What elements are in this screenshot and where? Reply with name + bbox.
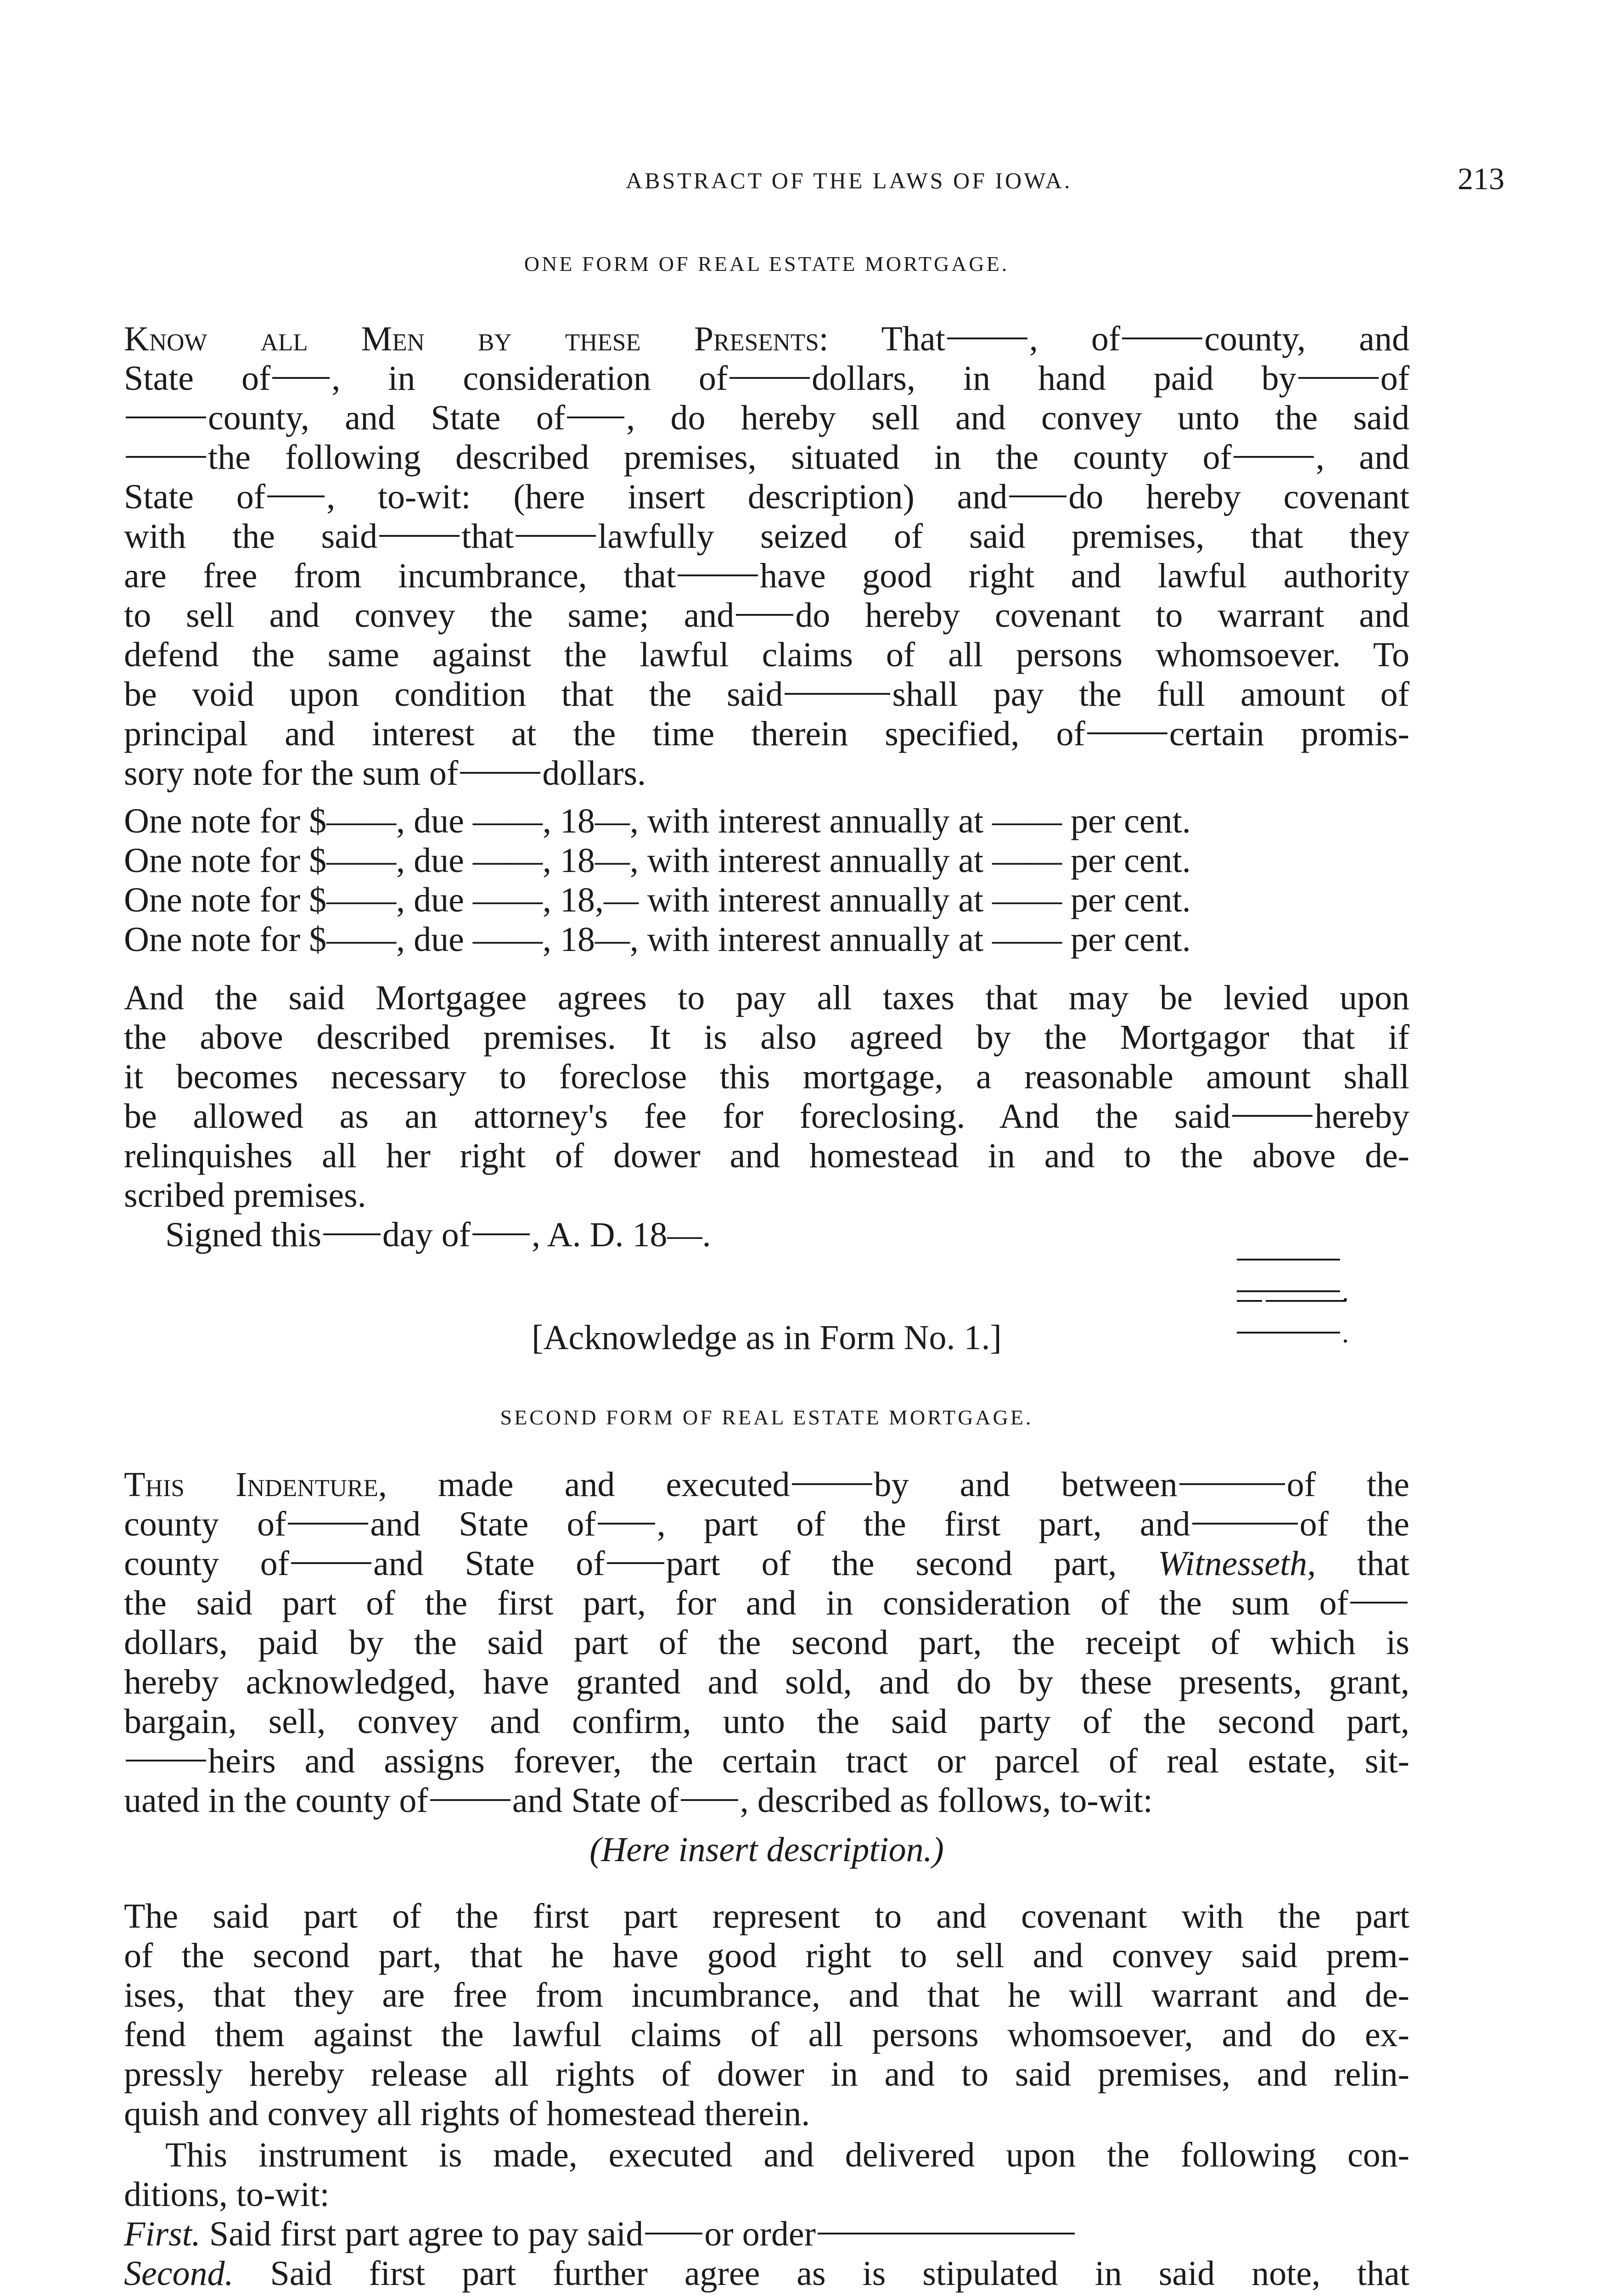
form-two-paragraph-2	[124, 1896, 1409, 2133]
blank-line	[1087, 732, 1167, 734]
text-line: county, and State of , do hereby sell and convey unto the said	[124, 398, 1409, 438]
blank-line	[379, 535, 460, 537]
text-line: ises, that they are free from incumbrance, and that he will warrant and de-	[124, 1976, 1409, 2015]
text-line: it becomes necessary to foreclose this mortgage, a reasonable amount shall	[124, 1058, 1409, 1096]
blank-line	[1192, 1523, 1298, 1525]
text-line: defend the same against the lawful claims of all persons whomsoever. To	[124, 636, 1409, 674]
form-one-paragraph-1	[124, 319, 1409, 793]
blank-line	[1234, 456, 1314, 458]
form-one-title: ONE FORM OF REAL ESTATE MORTGAGE.	[524, 252, 1010, 276]
blank-line	[607, 1562, 664, 1564]
text-line: State of , in consideration of dollars, in hand paid by of	[124, 359, 1409, 398]
text-line: This Indenture, made and executed by and between of the	[124, 1465, 1410, 1504]
blank-line	[678, 574, 758, 576]
text-line: be void upon condition that the said shall pay the full amount of	[124, 675, 1409, 714]
note-line: One note for $——, due ——, 18—, with interest annually at —— per cent.	[124, 841, 1191, 880]
page-number: 213	[1458, 161, 1504, 196]
note-line: One note for $——, due ——, 18,— with interest annually at —— per cent.	[124, 881, 1191, 919]
signature-line: .	[1235, 1244, 1409, 1308]
text-line: dollars, paid by the said part of the second part, the receipt of which is	[124, 1623, 1409, 1662]
text-line: the following described premises, situated in the county of , and	[124, 438, 1409, 477]
text-line: uated in the county of and State of , described as follows, to-wit:	[124, 1781, 1153, 1820]
form-two-paragraph-3	[124, 2135, 1409, 2293]
signature-line: .	[1235, 1286, 1409, 1349]
text-line: heirs and assigns forever, the certain tract or parcel of real estate, sit-	[124, 1741, 1409, 1781]
text-line: State of , to-wit: (here insert description) and do hereby covenant	[124, 478, 1409, 516]
blank-line	[126, 456, 206, 458]
text-line: the said part of the first part, for and in consideration of the sum of	[124, 1583, 1409, 1623]
text-line: fend them against the lawful claims of all persons whomsoever, and do ex-	[124, 2015, 1409, 2054]
blank-line	[785, 693, 890, 695]
blank-line	[430, 1799, 511, 1801]
note-line: One note for $——, due ——, 18—, with interest annually at —— per cent.	[124, 920, 1191, 959]
text-line: principal and interest at the time therein specified, of certain promis-	[124, 715, 1409, 753]
text-line: the above described premises. It is also agreed by the Mortgagor that if	[124, 1018, 1409, 1057]
promissory-notes-list	[124, 801, 1409, 959]
text-line: This instrument is made, executed and delivered upon the following con-	[165, 2136, 1409, 2174]
text-line: quish and convey all rights of homestead therein.	[124, 2094, 810, 2133]
text-line: be allowed as an attorney's fee for foreclosing. And the said hereby	[124, 1097, 1409, 1136]
text-line: hereby acknowledged, have granted and sold, and do by these presents, grant,	[124, 1663, 1409, 1701]
text-line: The said part of the first part represent to and covenant with the part	[124, 1897, 1409, 1936]
blank-line	[1232, 1115, 1313, 1117]
text-line: sory note for the sum of dollars.	[124, 754, 646, 793]
text-line: to sell and convey the same; and do hereby covenant to warrant and	[124, 596, 1410, 635]
text-line: county of and State of , part of the first part, and of the	[124, 1505, 1410, 1543]
signed-line: Signed this day of , A. D. 18—.	[165, 1216, 711, 1254]
text-line: county of and State of part of the second part, Witnesseth, that	[124, 1544, 1410, 1583]
blank-line	[1009, 495, 1066, 497]
blank-line	[567, 416, 624, 418]
blank-line	[126, 1760, 206, 1761]
blank-line	[460, 772, 540, 774]
blank-line	[323, 1233, 381, 1235]
blank-line	[272, 377, 330, 379]
text-line: with the said that lawfully seized of said premises, that they	[124, 517, 1410, 556]
text-line: relinquishes all her right of dower and homestead in and to the above de-	[124, 1137, 1409, 1175]
blank-line	[645, 2233, 702, 2234]
text-line: bargain, sell, convey and confirm, unto the said party of the second part,	[124, 1702, 1409, 1741]
blank-line	[291, 1562, 371, 1564]
blank-line	[516, 535, 596, 537]
acknowledge-note: [Acknowledge as in Form No. 1.]	[532, 1318, 1002, 1357]
blank-line	[947, 338, 1027, 339]
blank-line	[729, 377, 810, 379]
text-line: scribed premises.	[124, 1176, 366, 1215]
blank-line	[288, 1523, 368, 1525]
condition-first: First. Said first part agree to pay said or order	[124, 2214, 1409, 2254]
text-line: of the second part, that he have good right to sell and convey said prem-	[124, 1936, 1409, 1975]
condition-second: Second. Said first part further agree as is stipulated in said note, that	[124, 2254, 1410, 2293]
blank-line	[472, 1233, 530, 1235]
running-header: ABSTRACT OF THE LAWS OF IOWA.	[626, 168, 1072, 193]
text-line: ditions, to-wit:	[124, 2175, 330, 2214]
text-line: Know all Men by these Presents: That , of county, and	[124, 320, 1409, 358]
blank-line	[126, 416, 206, 418]
blank-line	[792, 1483, 872, 1485]
text-line: pressly hereby release all rights of dower in and to said premises, and relin-	[124, 2055, 1409, 2093]
text-line: And the said Mortgagee agrees to pay all taxes that may be levied upon	[124, 979, 1409, 1017]
blank-line	[818, 2233, 1075, 2234]
text-line: are free from incumbrance, that have good right and lawful authority	[124, 557, 1409, 595]
form-one-paragraph-2	[124, 978, 1409, 1255]
blank-line	[1122, 338, 1202, 339]
blank-line	[598, 1523, 655, 1525]
blank-line	[267, 495, 325, 497]
blank-line	[1179, 1483, 1285, 1485]
note-line: One note for $——, due ——, 18—, with interest annually at —— per cent.	[124, 802, 1191, 840]
blank-line	[681, 1799, 738, 1801]
blank-line	[1298, 377, 1379, 379]
blank-line	[736, 614, 793, 616]
blank-line	[1350, 1602, 1408, 1604]
insert-description-note: (Here insert description.)	[589, 1830, 944, 1869]
form-two-title: SECOND FORM OF REAL ESTATE MORTGAGE.	[500, 1406, 1033, 1429]
form-two-paragraph-1	[124, 1465, 1409, 1820]
